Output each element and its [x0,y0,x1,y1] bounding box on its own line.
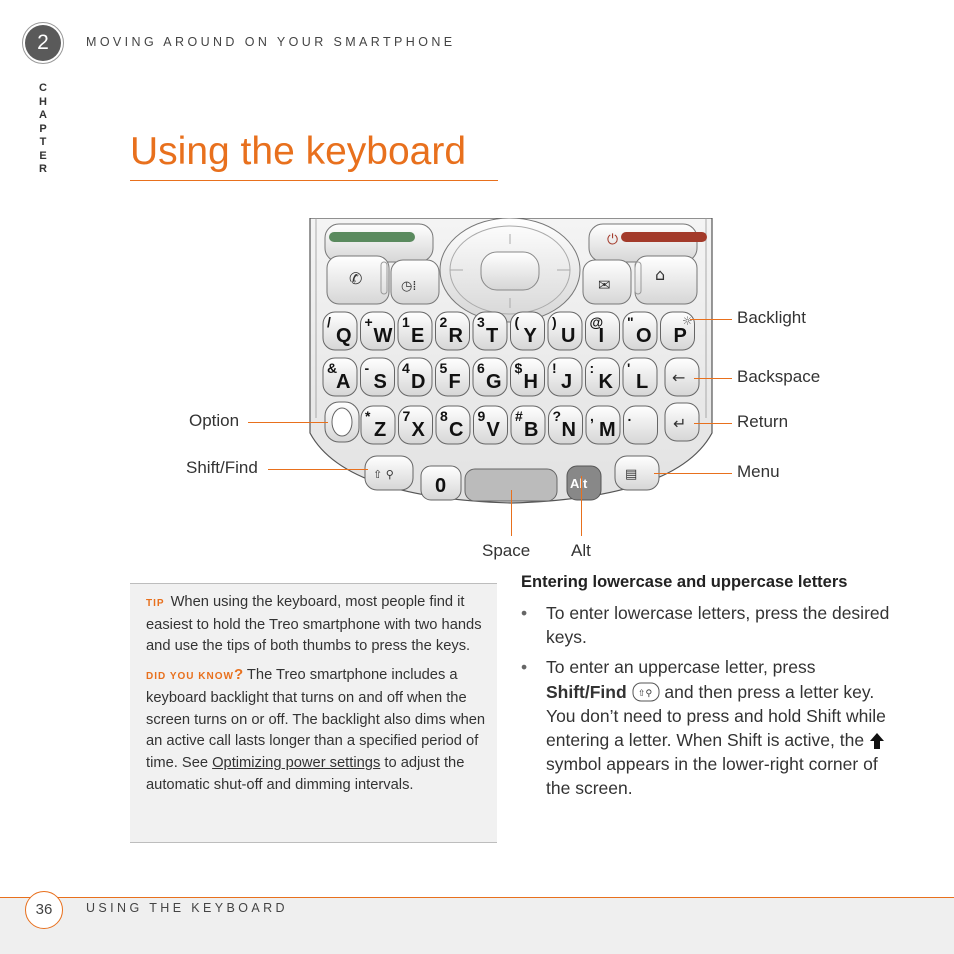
key-letter: P [673,325,687,347]
svg-text:Alt: Alt [570,476,588,491]
callout-line [248,422,328,423]
key-letter: V [486,419,500,441]
key-symbol: : [589,360,595,376]
callout-line [694,423,732,424]
key-letter: I [598,325,605,347]
svg-text:◷⁞: ◷⁞ [401,279,417,294]
callout-line [690,319,732,320]
key-letter: N [561,419,576,441]
list-item [521,601,891,649]
key-symbol: 5 [439,360,448,376]
svg-text:✆: ✆ [349,269,363,288]
page-number: 36 [25,891,63,929]
chapter-letter: E [39,149,47,162]
key-symbol: . [627,408,632,424]
callout-option: Option [189,411,240,430]
key-symbol: 2 [439,314,448,330]
svg-text:←: ← [672,368,686,387]
key-symbol: 6 [477,360,485,376]
callout-backspace: Backspace [737,367,821,386]
key-letter: U [561,325,576,347]
chapter-number-badge: 2 [25,25,61,61]
key-letter: O [636,325,652,347]
key-letter: J [561,371,573,393]
running-foot: USING THE KEYBOARD [86,901,288,915]
key-symbol: & [327,360,338,376]
key-symbol: , [590,408,594,424]
tip-label: TIP [146,598,165,609]
callout-line [581,476,582,536]
shift-find-key-icon [632,682,660,702]
svg-text:0: 0 [435,475,447,497]
running-head: MOVING AROUND ON YOUR SMARTPHONE [86,35,456,49]
svg-text:▤: ▤ [625,467,638,482]
callout-backlight: Backlight [737,308,806,327]
key-letter: C [449,419,464,441]
key-symbol: + [364,314,373,330]
key-letter: T [486,325,499,347]
svg-text:⌂: ⌂ [655,265,666,284]
key-symbol: ) [552,314,557,330]
callout-line [268,469,368,470]
key-letter: A [336,371,351,393]
key-symbol: ! [552,360,557,376]
key-letter: X [411,419,425,441]
key-letter: R [448,325,463,347]
key-symbol: ( [514,314,520,330]
tip-text: When using the keyboard, most people find it easiest to hold the Treo smartphone with two hands and use the tips of both thumbs to press the keys. [146,594,482,655]
key-letter: H [523,371,538,393]
callout-line [694,378,732,379]
bullet-text: To enter an uppercase letter, press [546,657,816,678]
bullet-text: symbol appears in the lower-right corner of the screen. [546,754,878,799]
tip-content [146,592,491,796]
key-letter: F [448,371,461,393]
green-key-strip [329,232,415,242]
page-title: Using the keyboard [130,130,467,173]
list-item [521,655,891,800]
key-symbol: / [327,314,331,330]
callout-return: Return [737,412,789,431]
footer-rule [0,897,954,898]
key-letter: M [599,419,616,441]
svg-text:✉: ✉ [598,276,611,294]
callout-line [654,473,732,474]
svg-text:⇧ ⚲: ⇧ ⚲ [373,468,394,481]
svg-text:↵: ↵ [673,414,687,433]
key-symbol: ' [627,360,631,376]
key-symbol: - [364,360,370,376]
key-letter: G [486,371,502,393]
callout-space: Space [482,541,531,560]
callout-alt: Alt [571,541,591,560]
key-letter: D [411,371,426,393]
red-key-strip [621,232,707,242]
bullet-dot: • [521,603,528,623]
title-underline [130,180,498,181]
svg-text:⏻: ⏻ [607,232,619,248]
key-letter: E [411,325,425,347]
key-symbol: 9 [477,408,486,424]
key-letter: S [373,371,387,393]
key-symbol: 3 [477,314,485,330]
callout-shift-find: Shift/Find [186,458,258,477]
key-letter: B [524,419,539,441]
chapter-letter: A [39,109,47,121]
bullet-text: and then press a letter key. You don’t need to press and hold Shift while entering a letter. When Shift is active, the [546,681,886,751]
keyboard-row-2 [323,358,657,396]
key-symbol: # [515,408,523,424]
did-you-know-text-1: The Treo smartphone includes a keyboard backlight that turns on and off when the screen turns on or off. The backlight also dims when an active call lasts longer than a specified period of time. See [146,667,486,771]
did-you-know [146,664,491,796]
section-heading: Entering lowercase and uppercase letters [521,573,848,591]
optimizing-power-settings-link[interactable]: Optimizing power settings [212,754,381,771]
svg-text:☼: ☼ [682,314,693,328]
key-symbol: 7 [402,408,411,424]
key-symbol: 1 [402,314,410,330]
key-letter: Y [523,325,537,347]
shift-find-bold: Shift/Find [546,681,627,702]
shift-arrow-icon [869,732,885,750]
key-symbol: @ [589,314,604,330]
keyboard-illustration [305,218,717,530]
chapter-letter: H [39,95,47,108]
bullet-text: To enter lowercase letters, press the desired keys. [546,603,890,648]
bullet-list [521,601,891,807]
key-symbol: * [365,408,371,424]
key-symbol: 4 [402,360,410,376]
key-letter: K [598,371,613,393]
key-symbol: 8 [440,408,448,424]
key-letter: Q [336,325,352,347]
did-you-know-text-2: to adjust the automatic shut-off and dimming intervals. [146,754,465,793]
did-you-know-q: ? [233,666,244,684]
callout-menu: Menu [737,462,780,481]
key-symbol: " [627,314,634,330]
chapter-letter: P [39,122,47,135]
callout-line [511,490,512,536]
chapter-vertical-label [36,82,50,177]
svg-text:⇧⚲: ⇧⚲ [637,688,652,699]
bullet-dot: • [521,657,528,678]
chapter-letter: T [39,136,47,148]
key-letter: L [636,371,649,393]
chapter-letter: C [39,82,47,94]
did-you-know-label: DID YOU KNOW [146,671,234,683]
key-letter: Z [374,419,387,441]
key-letter: W [373,325,393,347]
key-symbol: $ [514,360,523,376]
chapter-letter: R [39,163,47,175]
key-symbol: ? [552,408,562,424]
